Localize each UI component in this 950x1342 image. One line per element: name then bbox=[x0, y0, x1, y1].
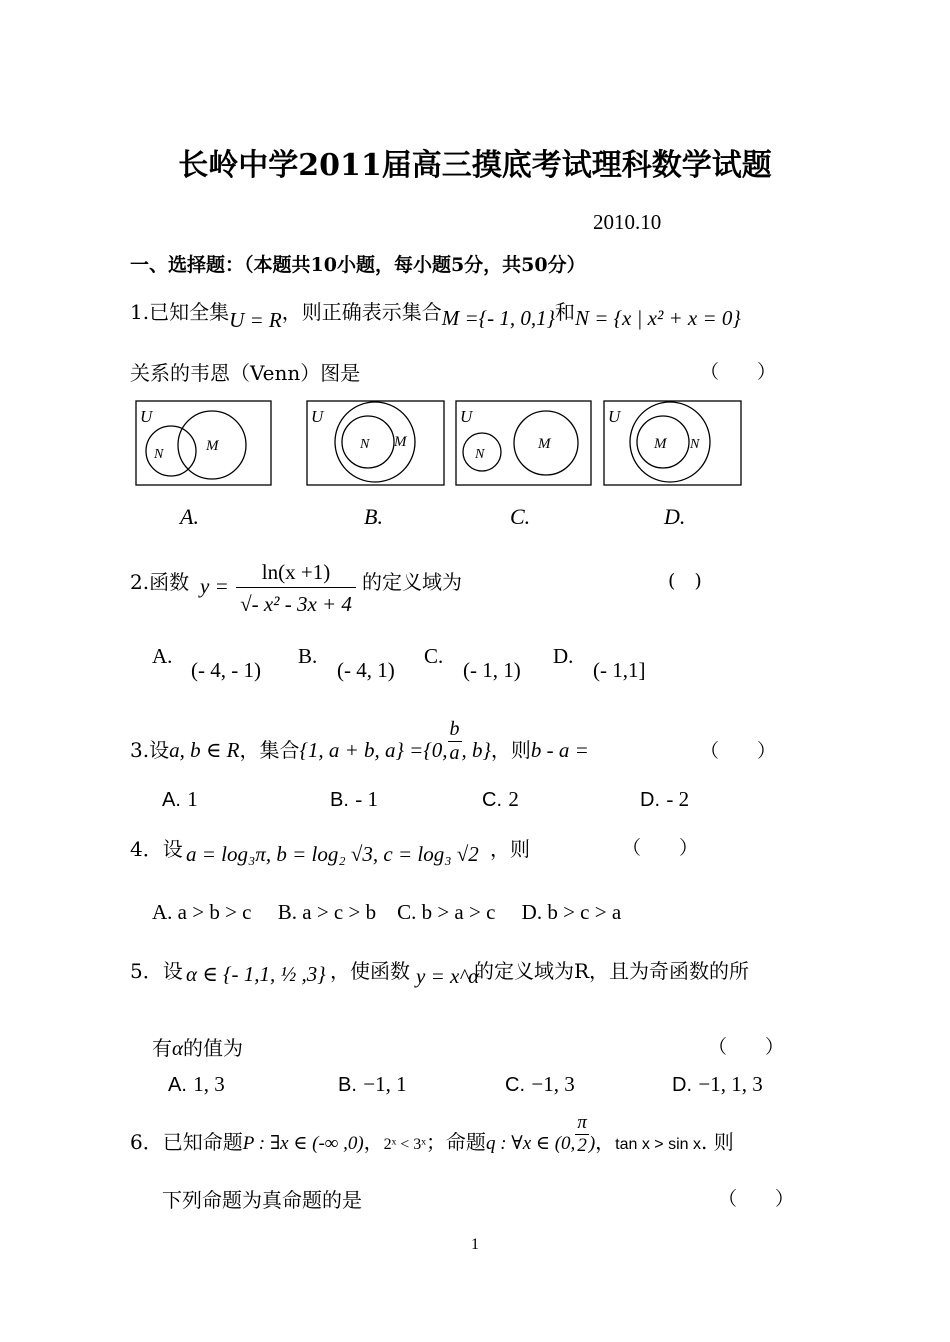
q6-line2: 下列命题为真命题的是 bbox=[162, 1188, 362, 1212]
venn-label-b: B. bbox=[364, 504, 383, 529]
venn-d-label-m: M bbox=[654, 436, 667, 452]
venn-b-label-u: U bbox=[311, 407, 324, 426]
venn-d-label-u: U bbox=[608, 407, 621, 426]
q5-alpha: α bbox=[172, 1036, 184, 1060]
q3-line bbox=[130, 718, 589, 765]
q5-opt-d-value: −1, 1, 3 bbox=[698, 1072, 763, 1096]
q6-comma: ， bbox=[363, 1130, 384, 1154]
q5-opt-c-label: C. bbox=[505, 1074, 525, 1096]
q5-opt-d bbox=[672, 1072, 763, 1097]
q2-text-a: 2.函数 bbox=[130, 570, 190, 594]
q1-text-he: 和 bbox=[554, 300, 575, 324]
q3-opt-d bbox=[640, 787, 689, 812]
q6-proposition-p: P : ∃x ∈ (-∞ ,0) bbox=[242, 1133, 364, 1154]
q3-opt-b bbox=[330, 787, 378, 812]
q6-text-b: ；命题 bbox=[425, 1130, 486, 1154]
venn-option-c bbox=[456, 401, 591, 485]
q2-opt-c-label: C. bbox=[424, 644, 444, 668]
q4-text-a: 4．设 bbox=[130, 837, 183, 861]
q2-numerator: ln(x +1) bbox=[261, 560, 331, 584]
q3-opt-c-value: 2 bbox=[508, 787, 519, 811]
q3-frac-num: b bbox=[449, 718, 460, 740]
venn-c-label-m: M bbox=[538, 436, 551, 452]
q1-universal-set: U = R bbox=[229, 308, 282, 332]
q3-opt-a-label: A. bbox=[162, 789, 181, 811]
q4-answer-paren: （ ） bbox=[622, 837, 699, 859]
q3-expr: b - a = bbox=[530, 738, 589, 762]
q6-line1 bbox=[130, 1112, 734, 1157]
q2-text-b: 的定义域为 bbox=[362, 570, 462, 594]
q6-answer-paren: （ ） bbox=[718, 1188, 795, 1210]
q2-y-eq: y = bbox=[200, 574, 229, 598]
q5-line2-b: 的值为 bbox=[183, 1036, 244, 1060]
q3-opt-d-value: - 2 bbox=[666, 787, 690, 811]
q1-line2: 关系的韦恩（Venn）图是 bbox=[130, 361, 361, 385]
q2-opt-b-label: B. bbox=[298, 644, 318, 668]
q6-frac-num: π bbox=[577, 1112, 587, 1133]
q3-set-right: , b} bbox=[461, 738, 491, 762]
q3-ab: a, b ∈ R bbox=[169, 738, 240, 762]
q5-function: y = x^α bbox=[416, 964, 480, 988]
q5-text-b: ，使函数 bbox=[330, 959, 410, 983]
q2-opt-a-value: (- 4, - 1) bbox=[191, 658, 261, 682]
q3-opt-d-label: D. bbox=[640, 789, 660, 811]
q1-answer-paren: （ ） bbox=[700, 361, 777, 383]
q6-tan-sin: tan x > sin x bbox=[615, 1136, 701, 1153]
q2-answer-paren: ( ) bbox=[668, 570, 702, 592]
q5-opt-b bbox=[338, 1072, 407, 1097]
q3-opt-a-value: 1 bbox=[187, 787, 198, 811]
q2-fraction-bar bbox=[236, 587, 356, 588]
exam-date: 2010.10 bbox=[593, 210, 662, 234]
q5-opt-a-value: 1, 3 bbox=[193, 1072, 225, 1096]
venn-a-label-u: U bbox=[140, 407, 153, 426]
q5-opt-b-value: −1, 1 bbox=[363, 1072, 407, 1096]
q3-set-left: {1, a + b, a} ={0, bbox=[299, 738, 448, 762]
q6-proposition-q: q : ∀x ∈ (0, bbox=[485, 1133, 576, 1154]
q6-text-a: 6．已知命题 bbox=[130, 1130, 243, 1154]
venn-label-d: D. bbox=[664, 504, 686, 529]
venn-c-label-u: U bbox=[460, 407, 473, 426]
q6-close: ) bbox=[588, 1133, 596, 1154]
q5-opt-a bbox=[168, 1072, 225, 1097]
venn-b-label-n: N bbox=[360, 437, 370, 452]
q2-opt-a-label: A. bbox=[152, 644, 173, 668]
section-heading: 一、选择题：（本题共10小题，每小题5分，共50分） bbox=[130, 254, 586, 276]
venn-option-b bbox=[307, 401, 444, 485]
q1-text-a: 1.已知全集 bbox=[130, 300, 230, 324]
q2-opt-b-value: (- 4, 1) bbox=[337, 658, 395, 682]
venn-label-a: A. bbox=[180, 504, 199, 529]
q6-text-c: . 则 bbox=[701, 1130, 734, 1154]
q6-comma2: ， bbox=[595, 1130, 616, 1154]
q3-opt-b-label: B. bbox=[330, 789, 349, 811]
q5-opt-a-label: A. bbox=[168, 1074, 187, 1096]
q2-denominator: √- x² - 3x + 4 bbox=[240, 592, 352, 616]
venn-b-label-m: M bbox=[394, 434, 407, 450]
q5-text-c: 的定义域为R，且为奇函数的所 bbox=[474, 959, 750, 983]
q5-set: α ∈ {- 1,1, ½ ,3} bbox=[186, 962, 326, 986]
q3-text-b: ，集合 bbox=[239, 738, 300, 762]
q4-options: A. a > b > c B. a > c > b C. b > a > c D. b > c > a bbox=[152, 900, 622, 924]
q5-answer-paren: （ ） bbox=[708, 1036, 785, 1058]
q1-text-b: ，则正确表示集合 bbox=[281, 300, 442, 324]
q3-answer-paren: （ ） bbox=[700, 740, 777, 762]
q4-expr: a = log₃π, b = log₂ √3, c = log₃ √2 bbox=[186, 842, 479, 866]
page-title: 长岭中学2011届高三摸底考试理科数学试题 bbox=[178, 148, 772, 183]
venn-a-label-m: M bbox=[206, 438, 219, 454]
q3-opt-c bbox=[482, 787, 519, 812]
q3-text-a: 3.设 bbox=[130, 738, 170, 762]
q5-opt-c-value: −1, 3 bbox=[531, 1072, 575, 1096]
q3-opt-c-label: C. bbox=[482, 789, 502, 811]
q5-opt-c bbox=[505, 1072, 575, 1097]
q6-inequality: 2ˣ < 3ˣ bbox=[383, 1136, 426, 1153]
q6-frac-den: 2 bbox=[577, 1135, 587, 1156]
q2-opt-d-value: (- 1,1] bbox=[593, 658, 646, 682]
venn-option-a bbox=[136, 401, 271, 485]
q1-set-n: N = {x | x² + x = 0} bbox=[574, 306, 741, 330]
q3-frac-den: a bbox=[449, 742, 460, 764]
q5-text-a: 5．设 bbox=[130, 959, 183, 983]
venn-d-label-n: N bbox=[690, 437, 700, 452]
q3-text-c: ，则 bbox=[490, 738, 531, 762]
q6-fraction bbox=[575, 1112, 589, 1157]
q4-text-b: ，则 bbox=[490, 837, 530, 861]
q5-opt-d-label: D. bbox=[672, 1074, 692, 1096]
q1-line1 bbox=[130, 296, 741, 332]
page-number: 1 bbox=[471, 1236, 479, 1253]
q3-fraction bbox=[448, 718, 462, 765]
q1-set-m: M ={- 1, 0,1} bbox=[441, 306, 555, 330]
q5-line2-a: 有 bbox=[152, 1036, 172, 1060]
q3-opt-a bbox=[162, 787, 198, 812]
q5-opt-b-label: B. bbox=[338, 1074, 357, 1096]
venn-c-label-n: N bbox=[475, 447, 485, 462]
venn-a-label-n: N bbox=[154, 447, 164, 462]
q2-opt-c-value: (- 1, 1) bbox=[463, 658, 521, 682]
venn-diagrams bbox=[130, 396, 750, 492]
q2-opt-d-label: D. bbox=[553, 644, 574, 668]
q3-opt-b-value: - 1 bbox=[355, 787, 379, 811]
venn-option-d bbox=[604, 401, 741, 485]
venn-label-c: C. bbox=[510, 504, 531, 529]
q5-line2 bbox=[152, 1032, 243, 1061]
